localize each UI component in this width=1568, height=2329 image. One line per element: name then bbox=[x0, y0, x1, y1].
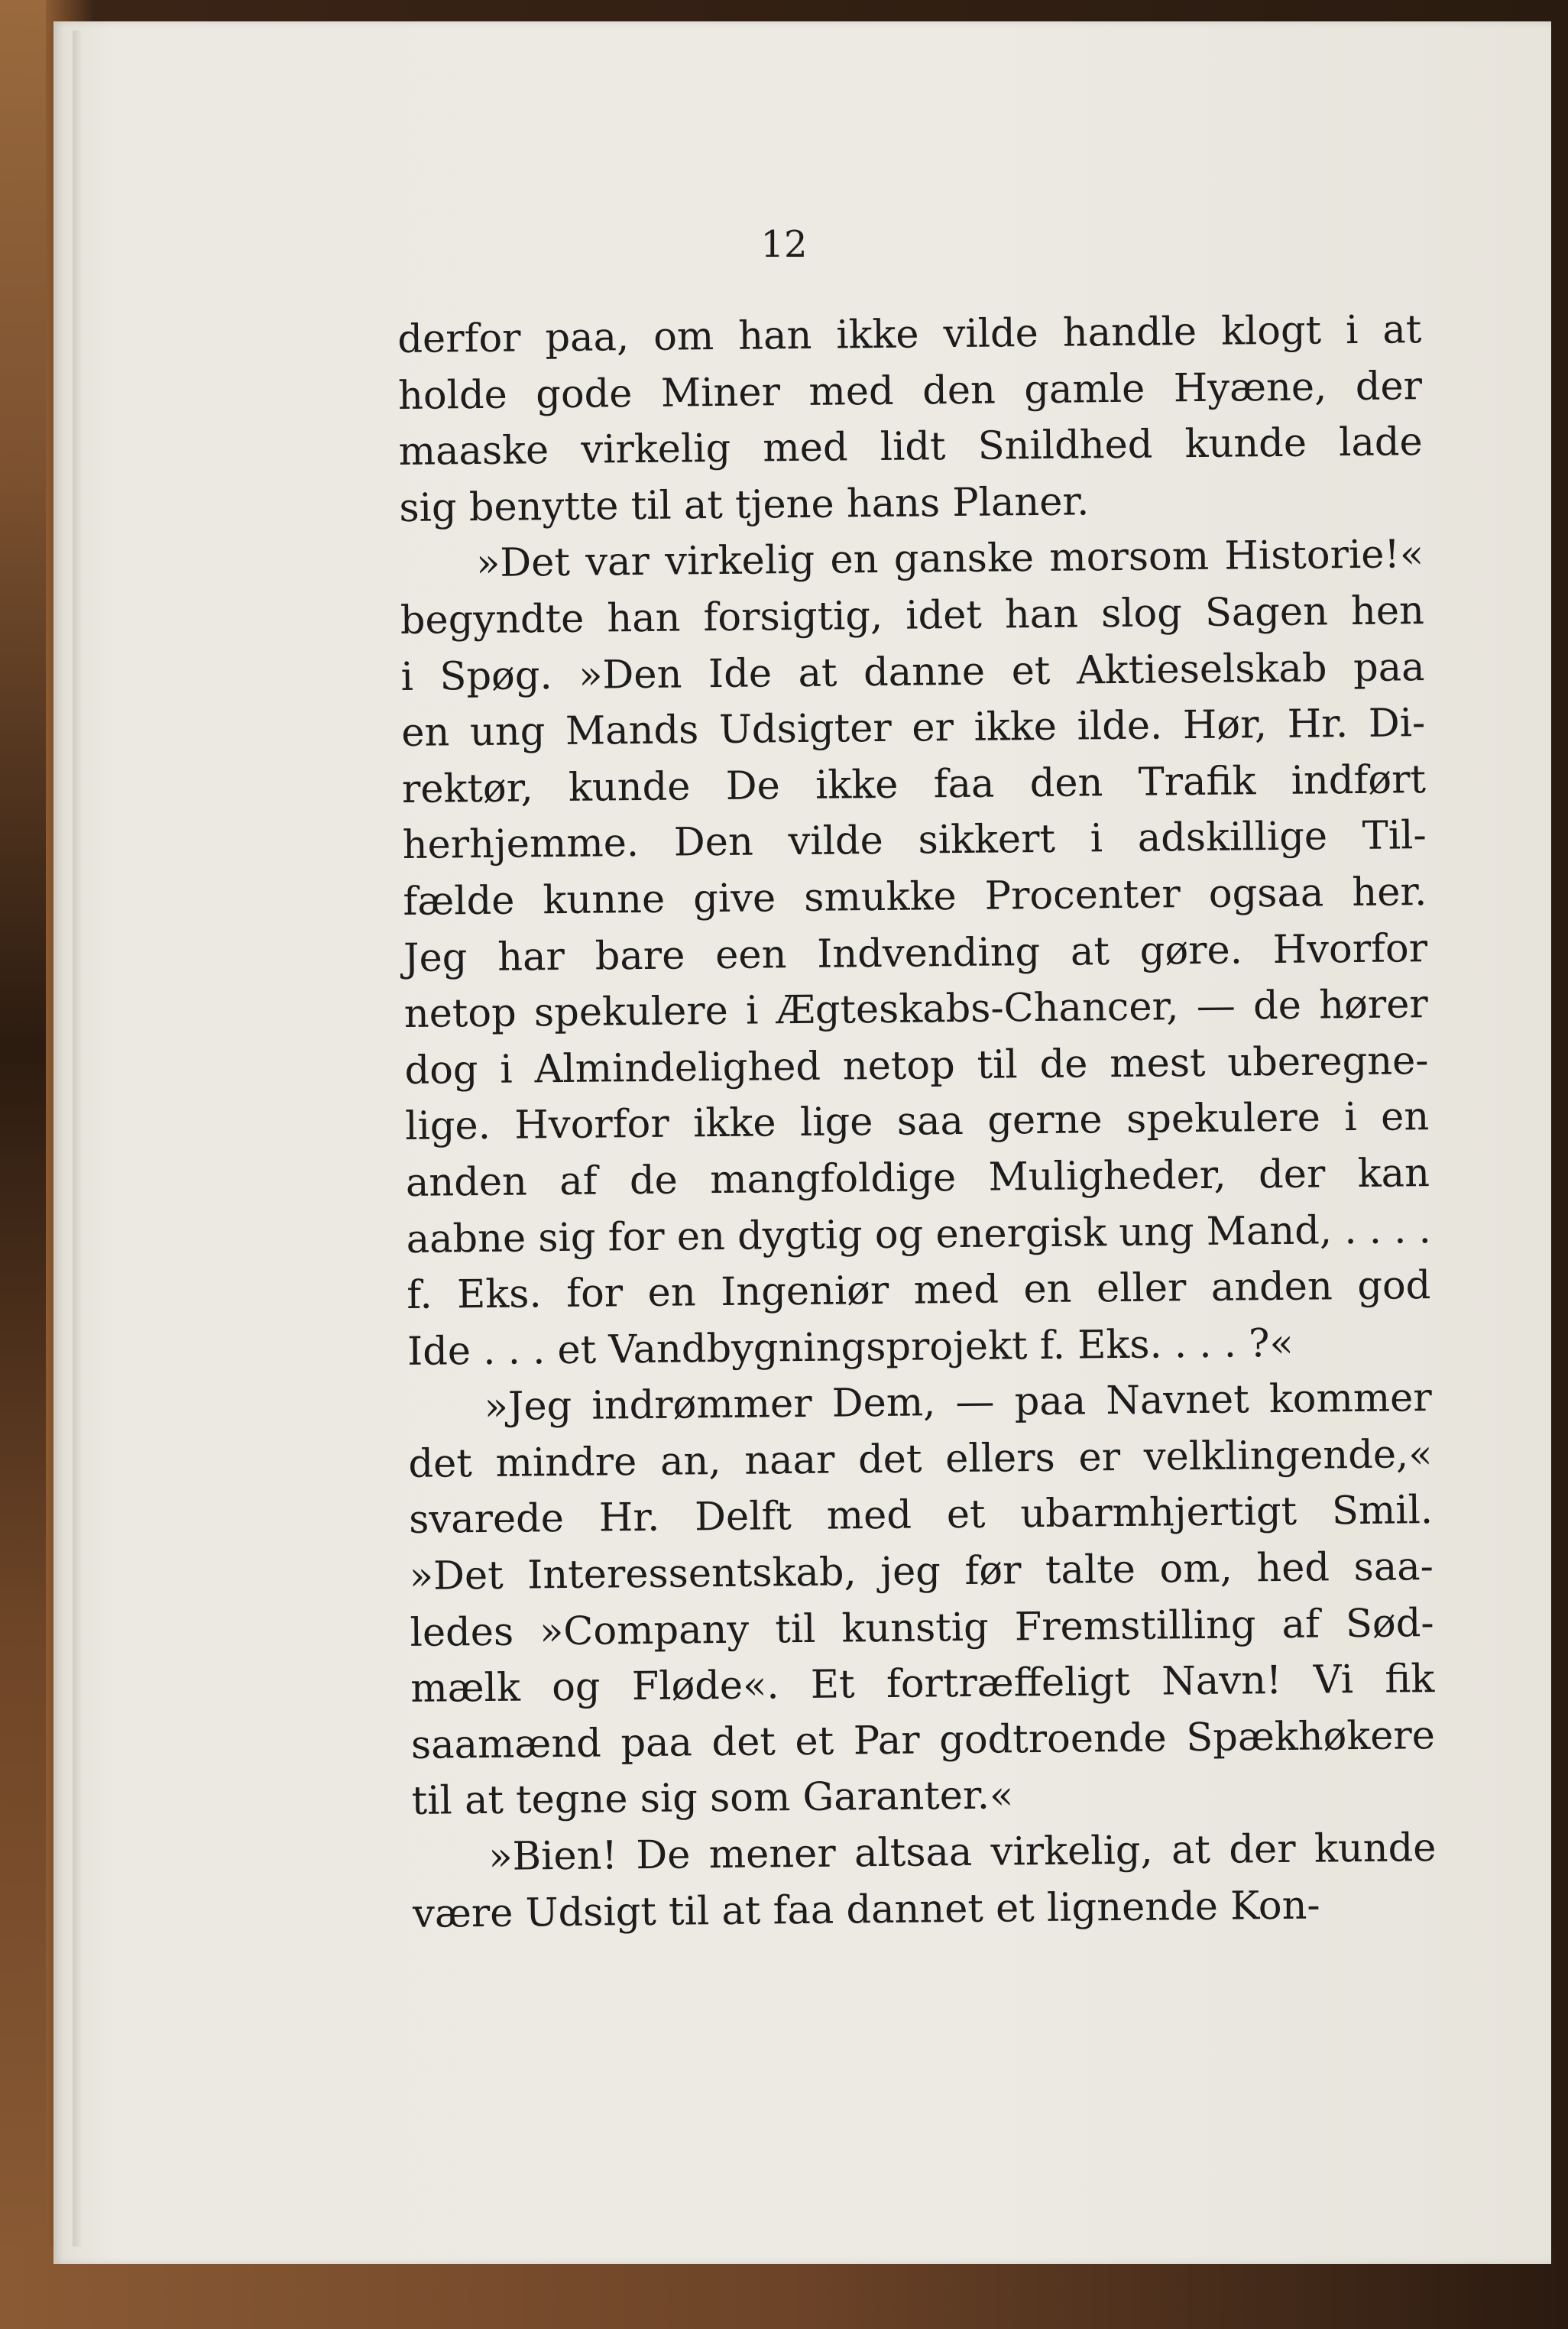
text-line: lige. Hvorfor ikke lige saa gerne spekulere i en bbox=[404, 1094, 1430, 1150]
cover-edge-left bbox=[0, 0, 46, 2329]
text-line: herhjemme. Den vilde sikkert i adskillige Til- bbox=[402, 813, 1427, 869]
text-line: saamænd paa det et Par godtroende Spækhøkere bbox=[410, 1712, 1436, 1768]
text-line: »Det var virkelig en ganske morsom Historie!« bbox=[475, 532, 1424, 587]
page-gutter bbox=[73, 31, 82, 2246]
text-line: i Spøg. »Den Ide at danne et Aktieselskab paa bbox=[400, 644, 1425, 700]
text-line: derfor paa, om han ikke vilde handle klogt i at bbox=[397, 307, 1422, 362]
text-line: f. Eks. for en Ingeniør med en eller anden god bbox=[407, 1263, 1431, 1319]
text-line: en ung Mands Udsigter er ikke ilde. Hør, Hr. Di- bbox=[401, 701, 1426, 756]
text-line: sig benytte til at tjene hans Planer. bbox=[399, 479, 1090, 531]
page-number: 12 bbox=[760, 223, 808, 266]
text-line: mælk og Fløde«. Et fortræffeligt Navn! Vi fik bbox=[410, 1657, 1435, 1712]
text-line: »Bien! De mener altsaa virkelig, at der kunde bbox=[488, 1825, 1437, 1880]
text-line: aabne sig for en dygtig og energisk ung Mand, . . . . bbox=[406, 1207, 1432, 1262]
text-line: anden af de mangfoldige Muligheder, der kan bbox=[405, 1150, 1430, 1206]
text-line: »Jeg indrømmer Dem, — paa Navnet kommer bbox=[484, 1375, 1432, 1430]
text-line: svarede Hr. Delft med et ubarmhjertigt Smil. bbox=[408, 1488, 1434, 1543]
text-line: til at tegne sig som Garanter.« bbox=[411, 1773, 1014, 1825]
text-line: Jeg har bare een Indvending at gøre. Hvorfor bbox=[403, 925, 1428, 981]
text-line: netop spekulere i Ægteskabs-Chancer, — de hører bbox=[403, 982, 1429, 1038]
text-line: dog i Almindelighed netop til de mest uberegne- bbox=[404, 1038, 1429, 1093]
text-line: være Udsigt til at faa dannet et lignende Kon- bbox=[412, 1883, 1320, 1937]
text-line: Ide . . . et Vandbygningsprojekt f. Eks. . . . ?« bbox=[407, 1320, 1294, 1375]
text-line: holde gode Miner med den gamle Hyæne, der bbox=[397, 363, 1423, 419]
text-line: rektør, kunde De ikke faa den Trafik indført bbox=[401, 756, 1427, 812]
text-line: det mindre an, naar det ellers er velklingende,« bbox=[408, 1431, 1433, 1487]
text-line: fælde kunne give smukke Procenter ogsaa her. bbox=[403, 870, 1427, 925]
text-line: begyndte han forsigtig, idet han slog Sagen hen bbox=[400, 588, 1425, 643]
text-line: »Det Interessentskab, jeg før talte om, hed saa- bbox=[409, 1544, 1434, 1599]
body-text bbox=[397, 302, 1437, 1942]
text-line: maaske virkelig med lidt Snildhed kunde lade bbox=[398, 419, 1423, 475]
text-line: ledes »Company til kunstig Fremstilling af Sød- bbox=[410, 1600, 1434, 1656]
